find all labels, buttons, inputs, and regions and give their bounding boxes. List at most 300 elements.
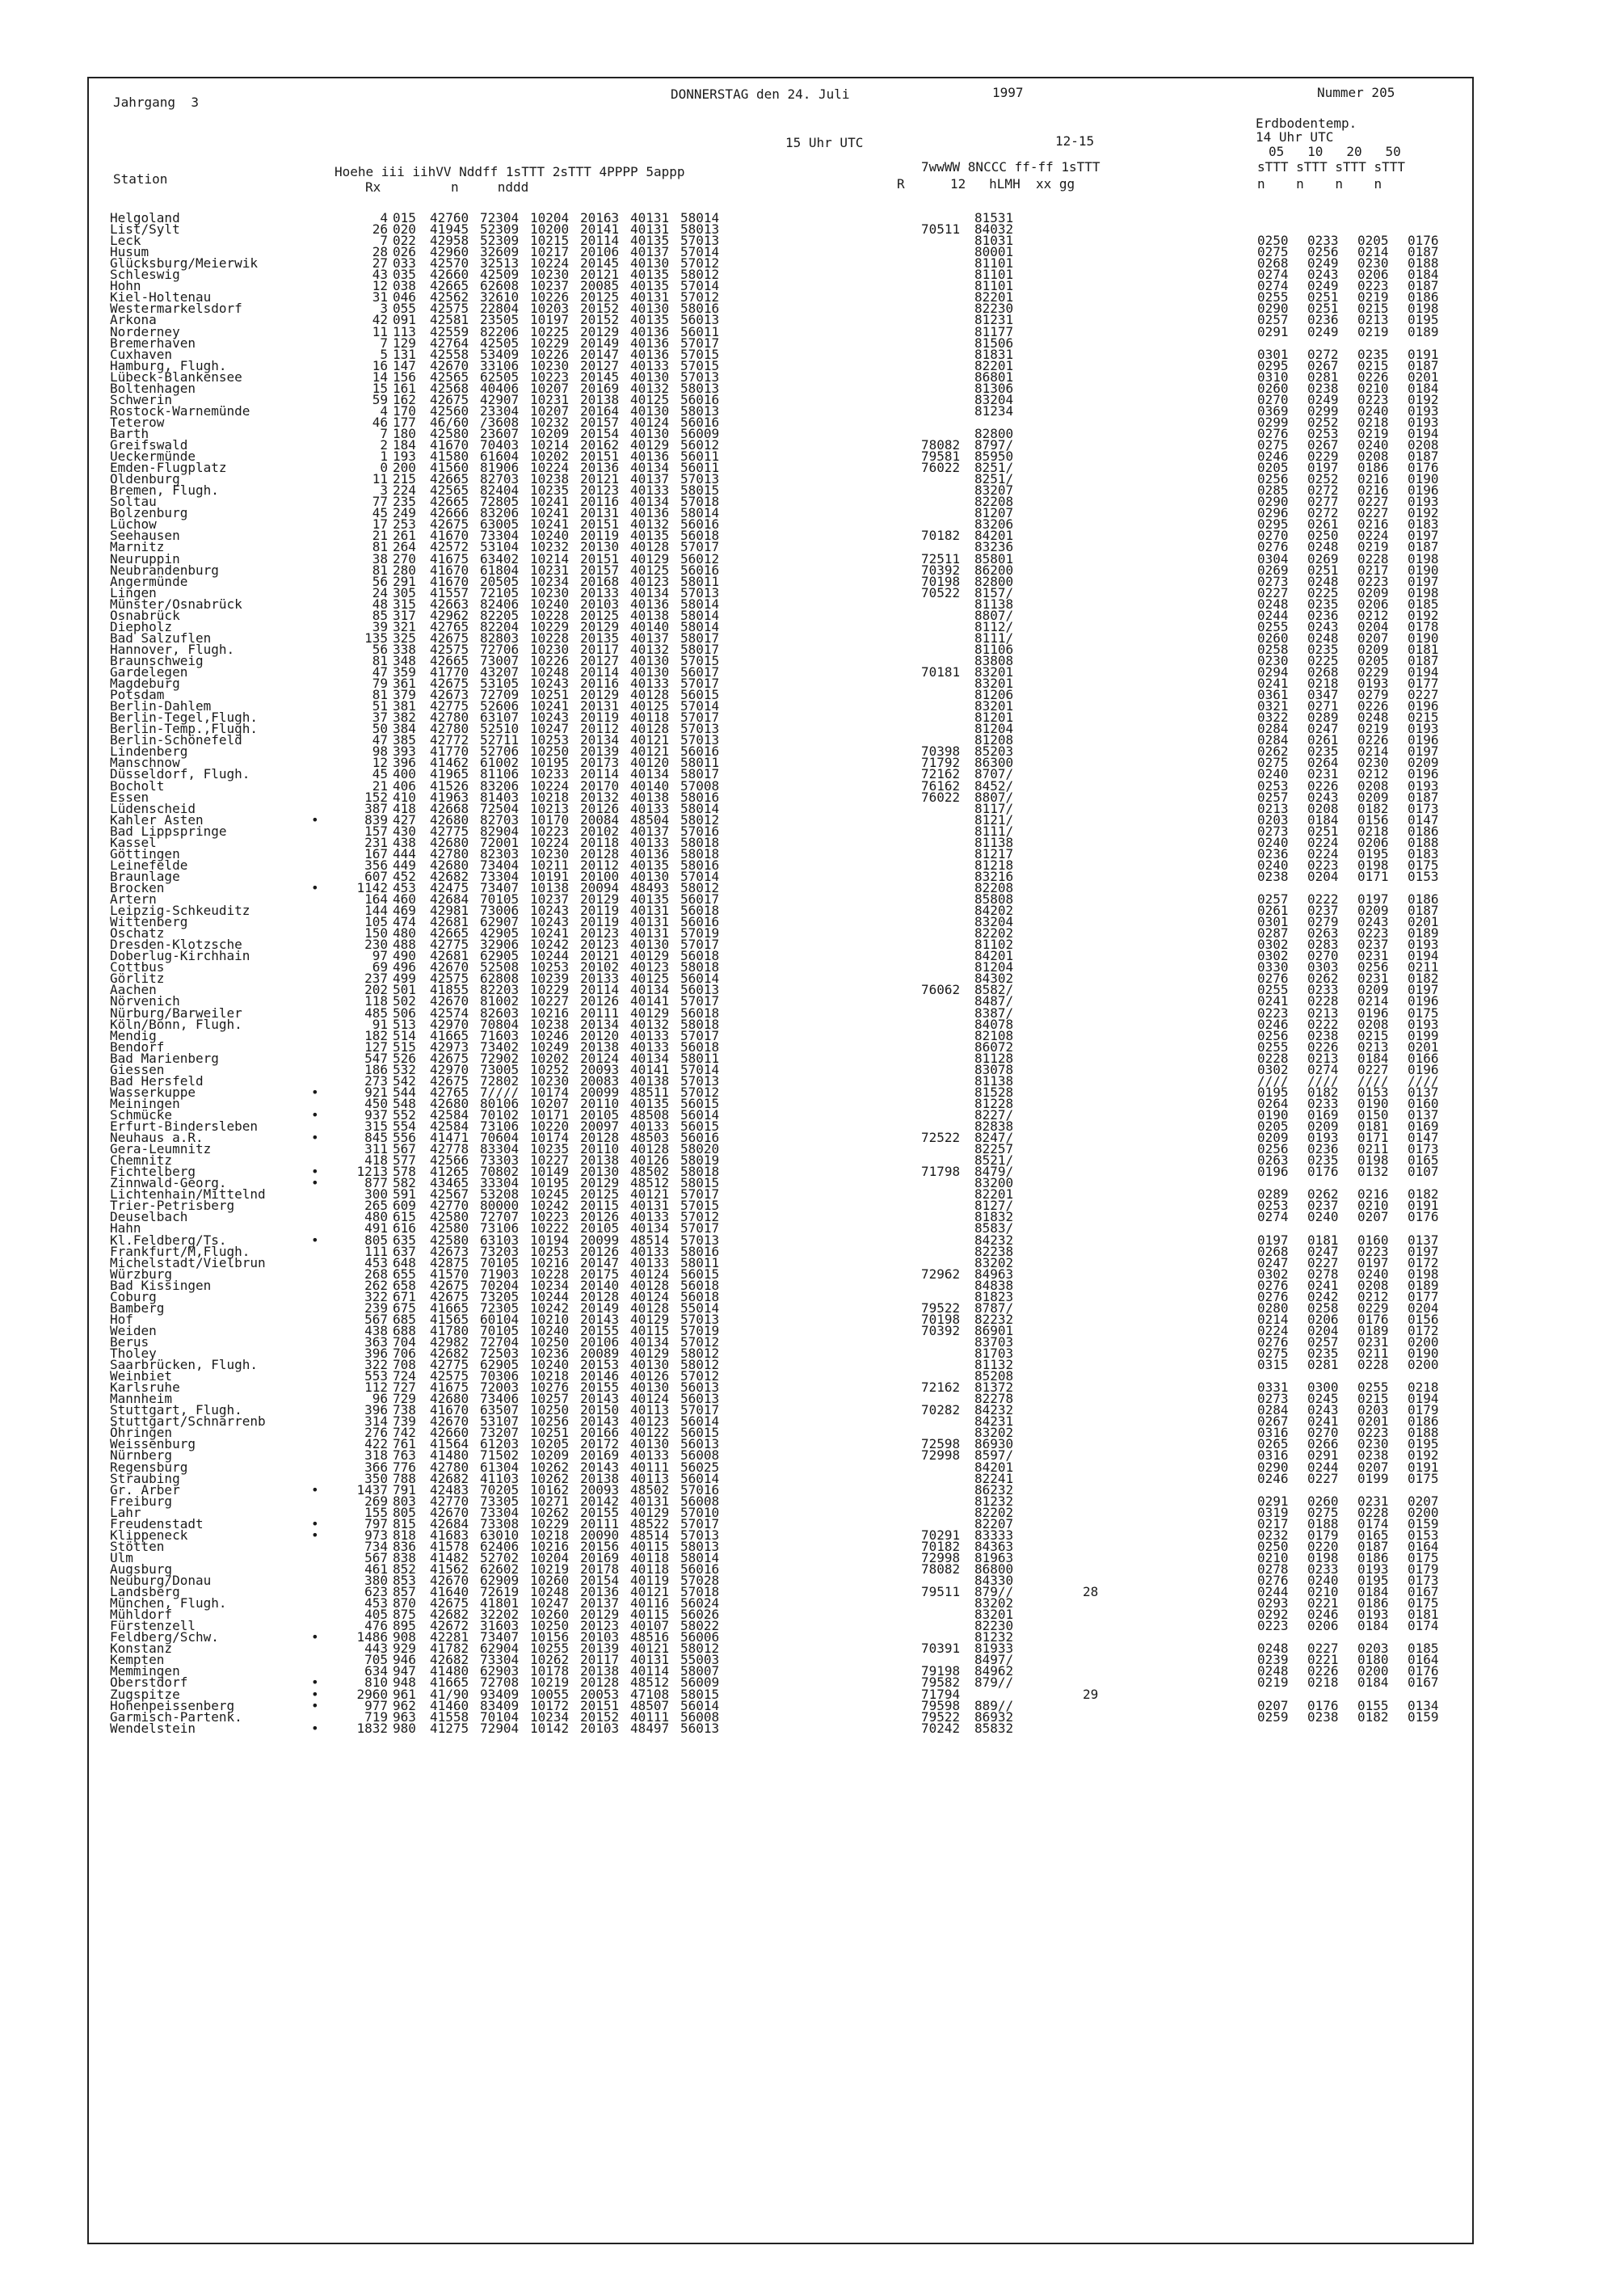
clouds-cell: 81218	[974, 857, 1014, 873]
dewpoint-cell: 20138	[580, 1152, 620, 1169]
station-name-cell: Brocken	[110, 879, 165, 895]
station-name-cell: Rostock-Warnemünde	[110, 402, 250, 419]
pressure-cell: 40129	[630, 1346, 670, 1361]
soil-10-cell: 0227	[1307, 1470, 1339, 1486]
soil-10-cell: 0218	[1307, 1675, 1339, 1691]
clouds-cell: 82241	[974, 1470, 1014, 1486]
cloud-visibility-cell: 41670	[430, 528, 469, 544]
dewpoint-cell: 20114	[580, 766, 620, 782]
temperature-cell: 10229	[530, 335, 570, 351]
station-number-cell: 791	[393, 1481, 416, 1498]
table-row	[0, 1211, 1616, 1223]
soil-10-cell: 0240	[1307, 1573, 1339, 1588]
cloud-visibility-cell: 41780	[430, 1322, 469, 1338]
wind-cell: 31603	[480, 1618, 520, 1634]
clouds-cell: 8111/	[974, 823, 1014, 839]
station-name-cell: Köln/Bonn, Flugh.	[110, 1016, 242, 1032]
dewpoint-cell: 20114	[580, 664, 620, 680]
soil-10-cell: 0243	[1307, 789, 1339, 805]
soil-05-cell: 0227	[1257, 584, 1289, 600]
soil-50-cell: 0175	[1408, 857, 1439, 873]
station-height-cell: 28	[372, 244, 388, 260]
soil-10-cell: 0236	[1307, 607, 1339, 623]
dewpoint-cell: 20090	[580, 1527, 620, 1543]
tendency-cell: 57015	[680, 652, 720, 668]
station-name-cell: Schleswig	[110, 267, 180, 283]
pressure-cell: 47108	[630, 1686, 670, 1702]
station-name-cell: Konstanz	[110, 1641, 173, 1657]
soil-10-cell: 0249	[1307, 323, 1339, 339]
station-number-cell: 577	[393, 1152, 416, 1169]
clouds-cell: 84963	[974, 1266, 1014, 1282]
clouds-cell: 82202	[974, 925, 1014, 942]
soil-10-cell: 0243	[1307, 267, 1339, 283]
table-row	[0, 1620, 1616, 1632]
tendency-cell: 57015	[680, 1198, 720, 1214]
soil-10-cell: 0258	[1307, 1300, 1339, 1316]
cloud-visibility-cell: 41482	[430, 1549, 469, 1565]
soil-05-cell: 0209	[1257, 1130, 1289, 1146]
clouds-cell: 81101	[974, 278, 1014, 294]
wind-cell: 81002	[480, 993, 520, 1009]
soil-05-cell: 0315	[1257, 1357, 1289, 1373]
clouds-cell: 86930	[974, 1436, 1014, 1452]
soil-50-cell: 0193	[1408, 414, 1439, 430]
temperature-cell: 10204	[530, 1549, 570, 1565]
cloud-visibility-cell: 42875	[430, 1254, 469, 1270]
soil-05-cell: 0361	[1257, 687, 1289, 703]
cloud-visibility-cell: 42574	[430, 1005, 469, 1021]
station-height-cell: 276	[364, 1425, 388, 1441]
tendency-cell: 57028	[680, 1573, 720, 1588]
soil-20-cell: 0226	[1357, 732, 1389, 748]
station-name-cell: Berlin-Temp.,Flugh.	[110, 721, 259, 737]
tendency-cell: 56018	[680, 1005, 720, 1021]
soil-05-cell: 0331	[1257, 1380, 1289, 1396]
soil-05-cell: 0224	[1257, 1322, 1289, 1338]
tendency-cell: 56024	[680, 1595, 720, 1611]
temperature-cell: 10232	[530, 414, 570, 430]
soil-05-cell: 0207	[1257, 1697, 1289, 1713]
cloud-visibility-cell: 41480	[430, 1447, 469, 1464]
soil-50-cell: 0201	[1408, 369, 1439, 385]
soil-50-cell: 0185	[1408, 1641, 1439, 1657]
tendency-cell: 57008	[680, 777, 720, 794]
station-name-cell: Neubrandenburg	[110, 562, 219, 578]
cloud-visibility-cell: 42670	[430, 357, 469, 373]
tendency-cell: 58022	[680, 1618, 720, 1634]
station-name-cell: Bocholt	[110, 777, 165, 794]
soil-05-cell: 0246	[1257, 1016, 1289, 1032]
cloud-visibility-cell: 42670	[430, 993, 469, 1009]
weather-cell: 70392	[921, 562, 961, 578]
station-number-cell: 156	[393, 369, 416, 385]
station-height-cell: 77	[372, 494, 388, 510]
soil-20-cell: 0193	[1357, 1561, 1389, 1577]
soil-10-cell: 0283	[1307, 937, 1339, 953]
cloud-visibility-cell: 41640	[430, 1584, 469, 1600]
pressure-cell: 40123	[630, 959, 670, 975]
temperature-cell: 10260	[530, 1573, 570, 1588]
dewpoint-cell: 20138	[580, 1038, 620, 1055]
clouds-cell: 86901	[974, 1322, 1014, 1338]
soil-10-cell: 0289	[1307, 710, 1339, 726]
temperature-cell: 10244	[530, 948, 570, 964]
station-height-cell: 0	[380, 460, 388, 476]
dewpoint-cell: 20129	[580, 891, 620, 907]
pressure-cell: 40124	[630, 1266, 670, 1282]
soil-50-cell: 0182	[1408, 1186, 1439, 1203]
dewpoint-cell: 20111	[580, 1005, 620, 1021]
soil-50-cell: 0198	[1408, 550, 1439, 567]
station-name-cell: Münster/Osnabrück	[110, 596, 242, 612]
wind-cell: 82703	[480, 811, 520, 828]
temperature-cell: 10253	[530, 959, 570, 975]
station-name-cell: Norderney	[110, 323, 180, 339]
soil-50-cell: 0147	[1408, 811, 1439, 828]
cloud-visibility-cell: 42670	[430, 1504, 469, 1520]
cloud-visibility-cell: 42281	[430, 1629, 469, 1645]
station-name-cell: Cottbus	[110, 959, 165, 975]
soil-50-cell: 0196	[1408, 732, 1439, 748]
table-row	[0, 1708, 1616, 1725]
clouds-cell: 8247/	[974, 1130, 1014, 1146]
temperature-cell: 10162	[530, 1481, 570, 1498]
dewpoint-cell: 20129	[580, 687, 620, 703]
wind-cell: 63402	[480, 550, 520, 567]
temperature-cell: 10203	[530, 301, 570, 317]
wind-cell: 63010	[480, 1527, 520, 1543]
clouds-cell: 81106	[974, 641, 1014, 657]
soil-05-cell: 0296	[1257, 505, 1289, 521]
station-height-cell: 4	[380, 210, 388, 225]
cloud-visibility-cell: 42580	[430, 1220, 469, 1236]
tendency-cell: 57013	[680, 1232, 720, 1248]
station-number-cell: 544	[393, 1084, 416, 1100]
soil-10-cell: 0238	[1307, 1027, 1339, 1043]
tendency-cell: 58016	[680, 857, 720, 873]
soil-05-cell: 0205	[1257, 1119, 1289, 1134]
tendency-cell: 57018	[680, 1584, 720, 1600]
tendency-cell: 56014	[680, 1106, 720, 1123]
soil-50-cell: 0197	[1408, 982, 1439, 998]
clouds-cell: 84838	[974, 1277, 1014, 1293]
soil-05-cell: 0260	[1257, 380, 1289, 396]
soil-05-cell: 0250	[1257, 233, 1289, 249]
soil-20-cell: 0209	[1357, 584, 1389, 600]
soil-20-cell: 0231	[1357, 1333, 1389, 1350]
soil-20-cell: 0223	[1357, 573, 1389, 589]
clouds-cell: 83206	[974, 516, 1014, 533]
cloud-visibility-cell: 41670	[430, 573, 469, 589]
soil-05-cell: 0284	[1257, 732, 1289, 748]
temperature-cell: 10271	[530, 1493, 570, 1509]
soil-05-cell: 0196	[1257, 1164, 1289, 1180]
soil-05-cell: 0294	[1257, 664, 1289, 680]
pressure-cell: 40125	[630, 562, 670, 578]
station-name-cell: Berlin-Tegel,Flugh.	[110, 710, 259, 726]
weather-cell: 70391	[921, 1641, 961, 1657]
dewpoint-cell: 20127	[580, 357, 620, 373]
cloud-visibility-cell: 42770	[430, 1198, 469, 1214]
soil-05-cell: 0240	[1257, 834, 1289, 850]
wind-cell: 82703	[480, 471, 520, 487]
dewpoint-cell: 20153	[580, 1357, 620, 1373]
tendency-cell: 58016	[680, 789, 720, 805]
dewpoint-cell: 20121	[580, 471, 620, 487]
section-two-subheader: 12 hLMH xx gg	[950, 176, 1075, 192]
wind-cell: 70105	[480, 891, 520, 907]
dewpoint-cell: 20147	[580, 1254, 620, 1270]
soil-20-cell: 0195	[1357, 845, 1389, 862]
soil-10-cell: 0245	[1307, 1391, 1339, 1407]
soil-05-cell: 0316	[1257, 1447, 1289, 1464]
soil-20-cell: 0218	[1357, 823, 1389, 839]
soil-10-cell: 0264	[1307, 755, 1339, 771]
soil-20-cell: 0255	[1357, 1380, 1389, 1396]
wind-cell: 53409	[480, 346, 520, 362]
soil-05-cell: 0270	[1257, 391, 1289, 407]
soil-50-cell: 0215	[1408, 710, 1439, 726]
pressure-cell: 40111	[630, 1459, 670, 1475]
soil-10-cell: 0252	[1307, 414, 1339, 430]
soil-05-cell: 0257	[1257, 789, 1289, 805]
tendency-cell: 57014	[680, 278, 720, 294]
temperature-cell: 10213	[530, 800, 570, 816]
temperature-cell: 10195	[530, 755, 570, 771]
dewpoint-cell: 20085	[580, 278, 620, 294]
pressure-cell: 40133	[630, 676, 670, 692]
station-name-cell: Stuttgart/Schnarrenb	[110, 1413, 266, 1430]
pressure-cell: 40134	[630, 460, 670, 476]
cloud-visibility-cell: 41665	[430, 1027, 469, 1043]
weather-cell: 79598	[921, 1697, 961, 1713]
soil-10-cell: 0241	[1307, 1277, 1339, 1293]
dewpoint-cell: 20120	[580, 1027, 620, 1043]
dewpoint-cell: 20089	[580, 1346, 620, 1361]
station-number-cell: 685	[393, 1311, 416, 1327]
clouds-cell: 82800	[974, 425, 1014, 441]
clouds-cell: 86800	[974, 1561, 1014, 1577]
clouds-cell: 82108	[974, 1027, 1014, 1043]
station-number-cell: 818	[393, 1527, 416, 1543]
pressure-cell: 40114	[630, 1663, 670, 1679]
dewpoint-cell: 20164	[580, 402, 620, 419]
tendency-cell: 56018	[680, 1038, 720, 1055]
pressure-cell: 40135	[630, 312, 670, 328]
soil-20-cell: 0180	[1357, 1652, 1389, 1668]
station-height-cell: 24	[372, 584, 388, 600]
pressure-cell: 48507	[630, 1697, 670, 1713]
station-name-cell: Mühldorf	[110, 1607, 173, 1623]
soil-05-cell: 0263	[1257, 1152, 1289, 1169]
alt-marker-cell: •	[311, 1130, 319, 1146]
pressure-cell: 40131	[630, 210, 670, 225]
station-height-cell: 48	[372, 596, 388, 612]
soil-50-cell: 0137	[1408, 1106, 1439, 1123]
wind-cell: 72805	[480, 494, 520, 510]
station-name-cell: Nürburg/Barweiler	[110, 1005, 242, 1021]
cloud-visibility-cell: 41564	[430, 1436, 469, 1452]
soil-05-cell: 0236	[1257, 845, 1289, 862]
wind-cell: 53208	[480, 1186, 520, 1203]
station-number-cell: 379	[393, 687, 416, 703]
soil-10-cell: 0233	[1307, 1095, 1339, 1111]
pressure-cell: 40111	[630, 1708, 670, 1725]
temperature-cell: 10224	[530, 460, 570, 476]
station-name-cell: Weiden	[110, 1322, 157, 1338]
pressure-cell: 40133	[630, 1038, 670, 1055]
station-height-cell: 485	[364, 1005, 388, 1021]
dewpoint-cell: 20123	[580, 925, 620, 942]
clouds-cell: 86232	[974, 1481, 1014, 1498]
wind-cell: 33106	[480, 357, 520, 373]
station-number-cell: 393	[393, 744, 416, 760]
cloud-visibility-cell: 41665	[430, 1675, 469, 1691]
station-name-cell: Nörvenich	[110, 993, 180, 1009]
soil-10-cell: 0169	[1307, 1106, 1339, 1123]
soil-20-cell: 0256	[1357, 959, 1389, 975]
temperature-cell: 10251	[530, 1425, 570, 1441]
soil-50-cell: 0187	[1408, 357, 1439, 373]
wind-cell: 63507	[480, 1402, 520, 1418]
soil-10-cell: 0251	[1307, 289, 1339, 305]
soil-05-cell: 0322	[1257, 710, 1289, 726]
temperature-cell: 10236	[530, 1346, 570, 1361]
tendency-cell: 56018	[680, 948, 720, 964]
tendency-cell: 57014	[680, 1061, 720, 1077]
station-name-cell: Lüdenscheid	[110, 800, 196, 816]
station-height-cell: 47	[372, 732, 388, 748]
wind-cell: 23505	[480, 312, 520, 328]
cloud-visibility-cell: 42565	[430, 369, 469, 385]
temperature-cell: 10228	[530, 630, 570, 646]
cloud-visibility-cell: 41560	[430, 460, 469, 476]
station-number-cell: 554	[393, 1119, 416, 1134]
pressure-cell: 40130	[630, 301, 670, 317]
station-height-cell: 797	[364, 1515, 388, 1531]
wind-cell: 52606	[480, 698, 520, 714]
station-name-cell: Bad Marienberg	[110, 1050, 219, 1066]
soil-20-cell: 0160	[1357, 1232, 1389, 1248]
soil-05-cell: 0290	[1257, 494, 1289, 510]
pressure-cell: 40133	[630, 1119, 670, 1134]
cloud-visibility-cell: 41675	[430, 550, 469, 567]
station-name-cell: Berlin-Dahlem	[110, 698, 212, 714]
table-row	[0, 1720, 1616, 1736]
soil-50-cell: 0164	[1408, 1652, 1439, 1668]
soil-10-cell: 0240	[1307, 1209, 1339, 1225]
clouds-cell: 81232	[974, 1493, 1014, 1509]
station-height-cell: 734	[364, 1538, 388, 1554]
station-name-cell: Feldberg/Schw.	[110, 1629, 219, 1645]
pressure-cell: 40119	[630, 1573, 670, 1588]
station-number-cell: 046	[393, 289, 416, 305]
station-height-cell: 1437	[356, 1481, 388, 1498]
clouds-cell: 81306	[974, 380, 1014, 396]
wind-cell: 73308	[480, 1515, 520, 1531]
station-name-cell: Kahler Asten	[110, 811, 204, 828]
station-number-cell: 578	[393, 1164, 416, 1180]
wind-cell: 63107	[480, 710, 520, 726]
soil-05-cell: 0276	[1257, 1277, 1289, 1293]
soil-10-cell: 0236	[1307, 1141, 1339, 1157]
pressure-cell: 40137	[630, 471, 670, 487]
station-name-cell: Lüchow	[110, 516, 157, 533]
soil-50-cell: 0175	[1408, 1595, 1439, 1611]
soil-05-cell: 0269	[1257, 562, 1289, 578]
dewpoint-cell: 20110	[580, 1095, 620, 1111]
dewpoint-cell: 20154	[580, 425, 620, 441]
clouds-cell: 82238	[974, 1243, 1014, 1259]
tendency-cell: 56016	[680, 914, 720, 930]
cloud-visibility-cell: 42566	[430, 1152, 469, 1169]
alt-marker-cell: •	[311, 1084, 319, 1100]
tendency-cell: 56018	[680, 528, 720, 544]
pressure-cell: 40115	[630, 1322, 670, 1338]
wind-cell: 72902	[480, 1050, 520, 1066]
clouds-cell: 83236	[974, 539, 1014, 555]
cloud-visibility-cell: 42770	[430, 1493, 469, 1509]
wind-cell: 73205	[480, 1288, 520, 1304]
wind-cell: 52706	[480, 744, 520, 760]
tendency-cell: 57017	[680, 993, 720, 1009]
wind-cell: 73407	[480, 1629, 520, 1645]
pressure-cell: 40135	[630, 233, 670, 249]
soil-50-cell: 0186	[1408, 289, 1439, 305]
dewpoint-cell: 20117	[580, 1652, 620, 1668]
soil-20-cell: 0206	[1357, 834, 1389, 850]
station-name-cell: Neuruppin	[110, 550, 180, 567]
soil-50-cell: ////	[1408, 1072, 1439, 1089]
station-name-cell: Potsdam	[110, 687, 165, 703]
station-height-cell: 105	[364, 914, 388, 930]
wind-cell: 73304	[480, 868, 520, 884]
alt-marker-cell: •	[311, 1527, 319, 1543]
dewpoint-cell: 20152	[580, 312, 620, 328]
pressure-cell: 40135	[630, 278, 670, 294]
pressure-cell: 40134	[630, 1050, 670, 1066]
temperature-cell: 10240	[530, 596, 570, 612]
dewpoint-cell: 20126	[580, 800, 620, 816]
cloud-visibility-cell: 42765	[430, 1084, 469, 1100]
time-12-15: 12-15	[1055, 133, 1095, 149]
tendency-cell: 57015	[680, 357, 720, 373]
dewpoint-cell: 20133	[580, 584, 620, 600]
dewpoint-cell: 20152	[580, 301, 620, 317]
cloud-visibility-cell: 42665	[430, 652, 469, 668]
soil-10-cell: 0260	[1307, 1493, 1339, 1509]
soil-50-cell: 0197	[1408, 573, 1439, 589]
time-15-utc: 15 Uhr UTC	[785, 135, 864, 150]
pressure-cell: 40132	[630, 516, 670, 533]
soil-05-cell: 0284	[1257, 1402, 1289, 1418]
soil-10-cell: 0267	[1307, 437, 1339, 453]
clouds-cell: 8117/	[974, 800, 1014, 816]
soil-20-cell: 0210	[1357, 1198, 1389, 1214]
pressure-cell: 48493	[630, 879, 670, 895]
station-name-cell: Bendorf	[110, 1038, 165, 1055]
soil-20-cell: 0196	[1357, 1005, 1389, 1021]
wind-cell: 52508	[480, 959, 520, 975]
dewpoint-cell: 20106	[580, 244, 620, 260]
soil-20-cell: 0186	[1357, 460, 1389, 476]
wind-cell: 60104	[480, 1311, 520, 1327]
pressure-cell: 40128	[630, 1141, 670, 1157]
clouds-cell: 86932	[974, 1708, 1014, 1725]
tendency-cell: 56014	[680, 971, 720, 987]
soil-10-cell: 0179	[1307, 1527, 1339, 1543]
